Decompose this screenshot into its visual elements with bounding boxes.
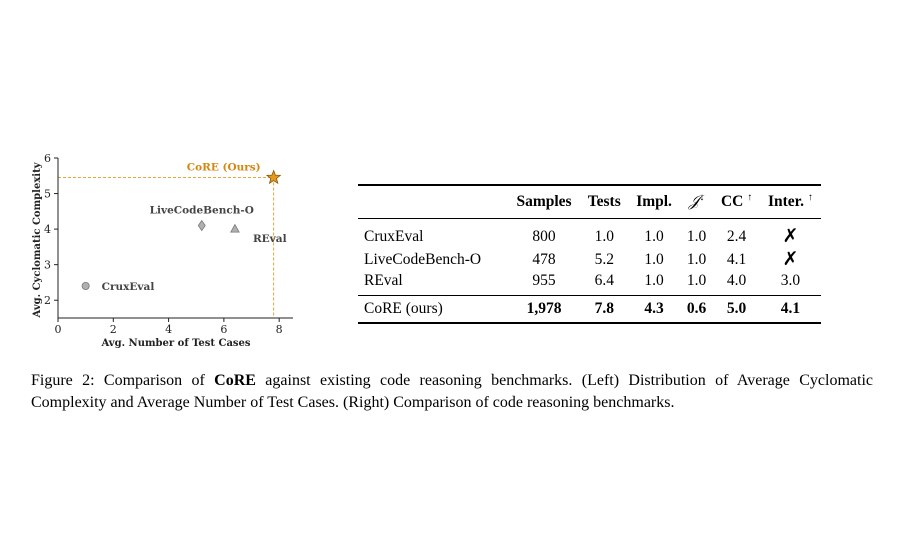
x-tick-label: 6 — [220, 323, 228, 336]
x-tick-label: 8 — [275, 323, 283, 336]
x-axis-label: Avg. Number of Test Cases — [101, 338, 251, 349]
y-tick-label: 5 — [44, 187, 51, 201]
scatter-chart — [0, 0, 320, 360]
cell-impl: 1.0 — [644, 250, 664, 268]
cell-j: 1.0 — [686, 250, 707, 268]
cell-j: 0.6 — [686, 300, 707, 317]
cell-tests: 1.0 — [594, 227, 614, 245]
row-name: LiveCodeBench-O — [364, 250, 482, 268]
point-label: LiveCodeBench-O — [149, 204, 254, 217]
point-star-icon — [267, 171, 280, 184]
cell-impl: 4.3 — [644, 300, 664, 317]
y-tick-label: 4 — [44, 223, 51, 237]
cell-samples: 478 — [532, 250, 556, 268]
comparison-table — [358, 184, 821, 324]
y-tick-label: 3 — [44, 258, 51, 272]
cell-impl: 1.0 — [644, 272, 664, 289]
table-row-ours — [358, 296, 821, 324]
cell-impl: 1.0 — [644, 227, 664, 245]
cell-inter: 4.1 — [780, 300, 801, 317]
header-samples: Samples — [516, 193, 572, 210]
cell-j: 1.0 — [686, 227, 707, 245]
cell-cc: 4.1 — [726, 250, 747, 268]
header-j: 𝒥↓ — [688, 192, 705, 211]
point-label: CruxEval — [101, 281, 155, 293]
cross-mark-icon: ✗ — [782, 226, 799, 247]
cell-cc: 2.4 — [726, 227, 747, 245]
table-header-row — [358, 185, 821, 219]
y-tick-label: 2 — [44, 294, 51, 308]
x-tick-label: 0 — [54, 323, 62, 336]
cell-samples: 955 — [532, 272, 556, 289]
cell-j: 1.0 — [686, 272, 707, 289]
y-tick-label: 6 — [44, 152, 51, 165]
point-diamond-icon — [198, 221, 205, 231]
cell-cc: 4.0 — [726, 272, 747, 289]
table-row — [358, 271, 821, 296]
header-inter: Inter. ↑ — [767, 192, 813, 211]
row-name: REval — [364, 272, 403, 289]
x-tick-label: 2 — [109, 323, 117, 336]
table-row — [358, 248, 821, 271]
x-tick-label: 4 — [165, 323, 173, 336]
cell-tests: 6.4 — [594, 272, 614, 289]
header-cc: CC ↑ — [720, 192, 753, 211]
cell-tests: 5.2 — [594, 250, 614, 268]
figure-caption: Figure 2: Comparison of CoRE against existing code reasoning benchmarks. (Left) Distribution of Average Cyclomatic Complexity and Average Number of Test Cases. (Right) Comparison of code reasoning benchmarks. — [31, 372, 873, 411]
cell-inter: 3.0 — [780, 272, 801, 289]
y-axis-label: Avg. Cyclomatic Complexity — [32, 162, 43, 318]
table-row — [358, 219, 821, 249]
row-name: CruxEval — [364, 227, 424, 245]
cell-samples: 1,978 — [526, 300, 562, 317]
cell-tests: 7.8 — [594, 300, 614, 317]
cell-samples: 800 — [532, 227, 556, 245]
point-label: CoRE (Ours) — [186, 161, 261, 174]
row-name: CoRE (ours) — [364, 300, 443, 317]
point-circle-icon — [82, 282, 89, 289]
cell-cc: 5.0 — [726, 300, 747, 317]
header-tests: Tests — [587, 193, 621, 210]
header-impl: Impl. — [636, 193, 672, 210]
header-name — [358, 185, 508, 219]
point-triangle-icon — [231, 225, 239, 233]
point-label: REval — [252, 233, 287, 246]
cross-mark-icon: ✗ — [782, 249, 799, 270]
